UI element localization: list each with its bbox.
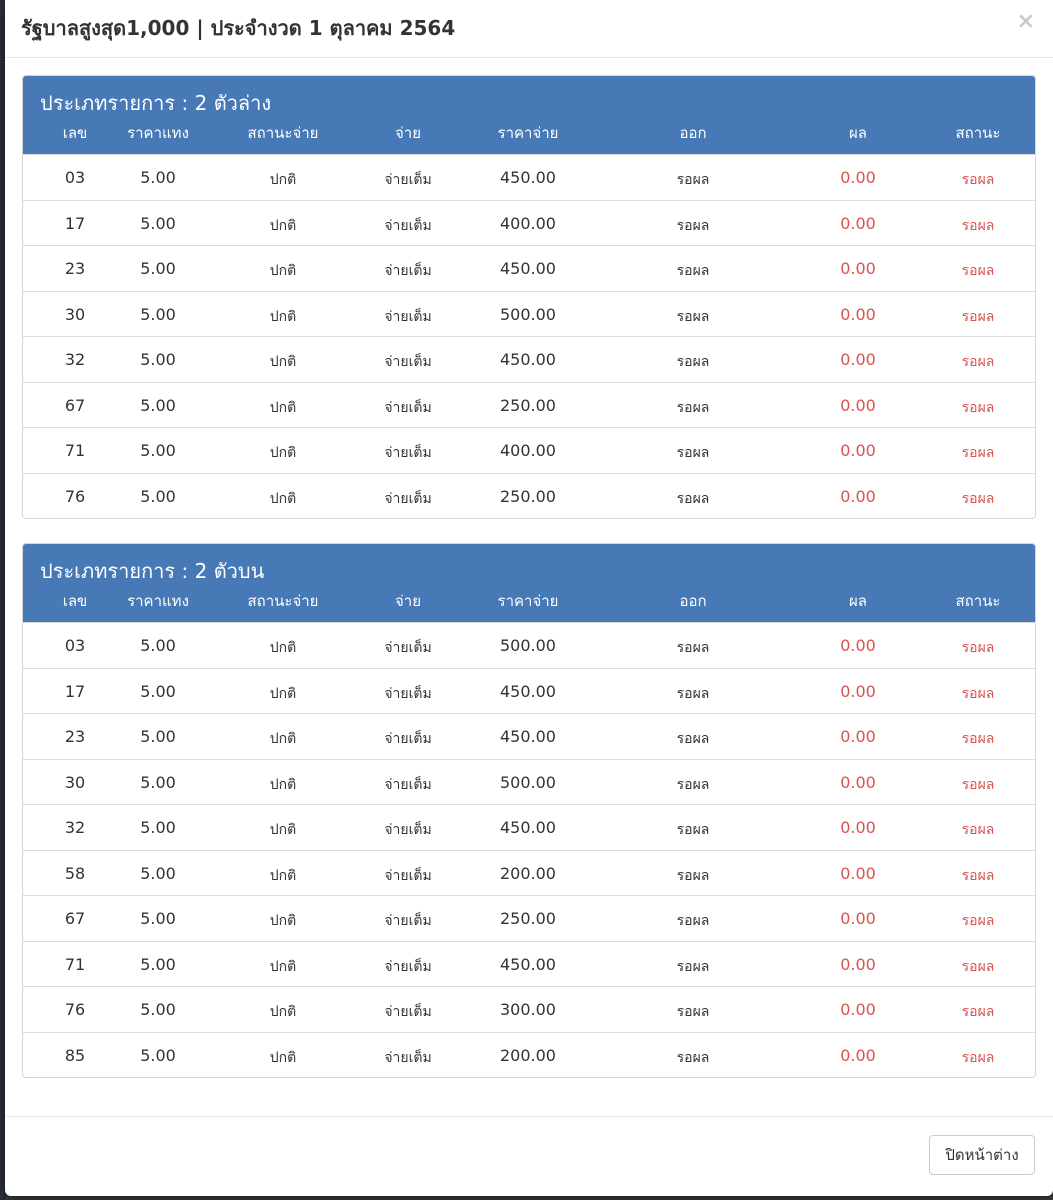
- cell-bet-amount: 5.00: [140, 304, 176, 324]
- column-header-pay-status: สถานะจ่าย: [247, 592, 319, 610]
- cell-draw-result: รอผล: [676, 172, 710, 188]
- close-icon[interactable]: ×: [1016, 9, 1035, 34]
- cell-pay-type: จ่ายเต็ม: [384, 354, 432, 370]
- table-row: [23, 941, 1035, 987]
- cell-lottery-number: 76: [64, 486, 86, 506]
- cell-pay-rate: 300.00: [500, 1000, 556, 1019]
- cell-bet-amount: 5.00: [140, 213, 176, 233]
- cell-pay-status: ปกติ: [269, 1004, 297, 1020]
- cell-pay-type: จ่ายเต็ม: [384, 822, 432, 838]
- column-header-pay-rate: ราคาจ่าย: [497, 124, 559, 142]
- cell-pay-status: ปกติ: [269, 685, 297, 702]
- cell-win-amount: 0.00: [840, 350, 876, 369]
- cell-win-amount: 0.00: [840, 1045, 876, 1065]
- cell-lottery-number: 30: [64, 304, 86, 324]
- cell-lottery-number: 32: [64, 350, 86, 369]
- cell-pay-rate: 200.00: [500, 1045, 556, 1065]
- column-header-pay-type: จ่าย: [394, 124, 421, 142]
- cell-pay-rate: 250.00: [500, 486, 556, 506]
- cell-draw-result: รอผล: [676, 867, 710, 884]
- cell-status: รอผล: [961, 822, 995, 838]
- panel-title: ประเภทรายการ : 2 ตัวล่าง: [40, 91, 272, 115]
- cell-lottery-number: 03: [64, 636, 86, 655]
- cell-bet-amount: 5.00: [140, 259, 176, 278]
- cell-pay-rate: 450.00: [500, 259, 556, 278]
- cell-pay-rate: 450.00: [500, 727, 556, 746]
- cell-pay-type: จ่ายเต็ม: [384, 308, 432, 325]
- cell-win-amount: 0.00: [840, 304, 876, 324]
- cell-bet-amount: 5.00: [140, 1045, 176, 1065]
- cell-win-amount: 0.00: [840, 168, 876, 187]
- cell-bet-amount: 5.00: [140, 350, 176, 369]
- cell-draw-result: รอผล: [676, 308, 710, 325]
- cell-status: รอผล: [961, 1004, 995, 1020]
- cell-bet-amount: 5.00: [140, 772, 176, 792]
- cell-pay-rate: 500.00: [500, 772, 556, 792]
- cell-pay-type: จ่ายเต็ม: [384, 263, 432, 279]
- cell-lottery-number: 23: [64, 727, 86, 746]
- column-header-pay-rate: ราคาจ่าย: [497, 592, 559, 610]
- modal-footer: [5, 1116, 1053, 1196]
- cell-pay-status: ปกติ: [269, 913, 297, 929]
- cell-bet-amount: 5.00: [140, 681, 176, 701]
- column-header-pay-type: จ่าย: [394, 592, 421, 610]
- cell-pay-rate: 450.00: [500, 954, 556, 974]
- cell-pay-status: ปกติ: [269, 867, 297, 884]
- cell-status: รอผล: [961, 913, 995, 929]
- column-header-bet-amount: ราคาแทง: [127, 124, 189, 142]
- cell-pay-type: จ่ายเต็ม: [384, 490, 432, 507]
- cell-draw-result: รอผล: [676, 776, 710, 793]
- cell-lottery-number: 23: [64, 259, 86, 278]
- cell-lottery-number: 03: [64, 168, 86, 187]
- cell-pay-status: ปกติ: [269, 217, 297, 234]
- table-row: [23, 986, 1035, 1032]
- cell-pay-status: ปกติ: [269, 172, 297, 188]
- cell-draw-result: รอผล: [676, 685, 710, 702]
- table-row: [23, 336, 1035, 382]
- cell-lottery-number: 67: [64, 395, 86, 415]
- cell-pay-status: ปกติ: [269, 490, 297, 507]
- cell-draw-result: รอผล: [676, 217, 710, 234]
- cell-lottery-number: 85: [64, 1045, 86, 1065]
- cell-lottery-number: 76: [64, 1000, 86, 1019]
- column-header-win-amount: ผล: [849, 124, 867, 142]
- cell-pay-status: ปกติ: [269, 958, 297, 975]
- cell-lottery-number: 17: [64, 213, 86, 233]
- bet-type-panel: [22, 543, 1036, 1078]
- column-header-pay-status: สถานะจ่าย: [247, 124, 319, 142]
- cell-bet-amount: 5.00: [140, 909, 176, 928]
- cell-pay-rate: 400.00: [500, 441, 556, 460]
- table-row: [23, 895, 1035, 941]
- cell-bet-amount: 5.00: [140, 954, 176, 974]
- cell-win-amount: 0.00: [840, 909, 876, 928]
- table-row: [23, 154, 1035, 200]
- cell-pay-type: จ่ายเต็ม: [384, 776, 432, 793]
- cell-pay-rate: 450.00: [500, 350, 556, 369]
- modal-title: รัฐบาลสูงสุด1,000 | ประจำงวด 1 ตุลาคม 2564: [21, 16, 456, 40]
- cell-pay-rate: 400.00: [500, 213, 556, 233]
- cell-pay-rate: 200.00: [500, 863, 556, 883]
- panel-heading: [23, 544, 1035, 622]
- cell-pay-status: ปกติ: [269, 399, 297, 416]
- cell-win-amount: 0.00: [840, 259, 876, 278]
- cell-draw-result: รอผล: [676, 958, 710, 975]
- cell-win-amount: 0.00: [840, 681, 876, 701]
- cell-pay-rate: 500.00: [500, 304, 556, 324]
- cell-status: รอผล: [961, 445, 995, 461]
- cell-win-amount: 0.00: [840, 1000, 876, 1019]
- cell-bet-amount: 5.00: [140, 636, 176, 655]
- cell-pay-type: จ่ายเต็ม: [384, 217, 432, 234]
- cell-pay-rate: 250.00: [500, 909, 556, 928]
- table-row: [23, 1032, 1035, 1078]
- cell-status: รอผล: [961, 172, 995, 188]
- cell-draw-result: รอผล: [676, 731, 710, 747]
- table-row: [23, 200, 1035, 246]
- table-row: [23, 291, 1035, 337]
- cell-draw-result: รอผล: [676, 354, 710, 370]
- cell-draw-result: รอผล: [676, 913, 710, 929]
- cell-status: รอผล: [961, 685, 995, 702]
- cell-draw-result: รอผล: [676, 1049, 710, 1066]
- ticket-detail-modal: [5, 0, 1053, 1196]
- cell-win-amount: 0.00: [840, 863, 876, 883]
- cell-lottery-number: 58: [64, 863, 86, 883]
- cell-status: รอผล: [961, 263, 995, 279]
- cell-status: รอผล: [961, 776, 995, 793]
- cell-win-amount: 0.00: [840, 727, 876, 746]
- cell-bet-amount: 5.00: [140, 863, 176, 883]
- cell-pay-type: จ่ายเต็ม: [384, 685, 432, 702]
- cell-lottery-number: 32: [64, 818, 86, 837]
- cell-pay-status: ปกติ: [269, 308, 297, 325]
- cell-pay-status: ปกติ: [269, 445, 297, 461]
- cell-win-amount: 0.00: [840, 954, 876, 974]
- cell-pay-status: ปกติ: [269, 263, 297, 279]
- cell-pay-rate: 450.00: [500, 818, 556, 837]
- cell-lottery-number: 67: [64, 909, 86, 928]
- cell-pay-status: ปกติ: [269, 822, 297, 838]
- cell-pay-status: ปกติ: [269, 640, 297, 656]
- cell-pay-rate: 450.00: [500, 168, 556, 187]
- modal-body: [5, 58, 1053, 1078]
- cell-pay-rate: 250.00: [500, 395, 556, 415]
- cell-pay-status: ปกติ: [269, 776, 297, 793]
- cell-lottery-number: 71: [64, 441, 86, 460]
- column-header-status: สถานะ: [955, 124, 1001, 142]
- cell-win-amount: 0.00: [840, 441, 876, 460]
- table-row: [23, 427, 1035, 473]
- cell-lottery-number: 17: [64, 681, 86, 701]
- table-row: [23, 713, 1035, 759]
- table-row: [23, 382, 1035, 428]
- cell-pay-type: จ่ายเต็ม: [384, 913, 432, 929]
- column-header-draw-result: ออก: [679, 592, 707, 610]
- cell-draw-result: รอผล: [676, 263, 710, 279]
- cell-status: รอผล: [961, 731, 995, 747]
- table-row: [23, 473, 1035, 519]
- modal-header: [5, 0, 1053, 58]
- cell-bet-amount: 5.00: [140, 818, 176, 837]
- cell-draw-result: รอผล: [676, 822, 710, 838]
- cell-win-amount: 0.00: [840, 395, 876, 415]
- column-header-draw-result: ออก: [679, 124, 707, 142]
- cell-pay-rate: 500.00: [500, 636, 556, 655]
- cell-status: รอผล: [961, 308, 995, 325]
- table-row: [23, 759, 1035, 805]
- cell-bet-amount: 5.00: [140, 1000, 176, 1019]
- table-row: [23, 668, 1035, 714]
- column-header-status: สถานะ: [955, 592, 1001, 610]
- panel-title: ประเภทรายการ : 2 ตัวบน: [40, 559, 265, 583]
- cell-win-amount: 0.00: [840, 772, 876, 792]
- cell-status: รอผล: [961, 1049, 995, 1066]
- column-header-lottery-number: เลข: [62, 592, 88, 610]
- bet-type-panel: [22, 75, 1036, 519]
- cell-status: รอผล: [961, 958, 995, 975]
- panel-heading: [23, 76, 1035, 154]
- cell-bet-amount: 5.00: [140, 168, 176, 187]
- cell-status: รอผล: [961, 399, 995, 416]
- column-header-lottery-number: เลข: [62, 124, 88, 142]
- cell-bet-amount: 5.00: [140, 395, 176, 415]
- cell-pay-type: จ่ายเต็ม: [384, 1049, 432, 1066]
- cell-status: รอผล: [961, 490, 995, 507]
- cell-status: รอผล: [961, 640, 995, 656]
- cell-pay-type: จ่ายเต็ม: [384, 731, 432, 747]
- cell-status: รอผล: [961, 217, 995, 234]
- cell-pay-type: จ่ายเต็ม: [384, 1004, 432, 1020]
- column-header-win-amount: ผล: [849, 592, 867, 610]
- cell-draw-result: รอผล: [676, 399, 710, 416]
- cell-draw-result: รอผล: [676, 640, 710, 656]
- cell-draw-result: รอผล: [676, 1004, 710, 1020]
- cell-win-amount: 0.00: [840, 213, 876, 233]
- column-header-bet-amount: ราคาแทง: [127, 592, 189, 610]
- cell-draw-result: รอผล: [676, 445, 710, 461]
- cell-win-amount: 0.00: [840, 486, 876, 506]
- cell-pay-type: จ่ายเต็ม: [384, 867, 432, 884]
- cell-pay-type: จ่ายเต็ม: [384, 172, 432, 188]
- cell-status: รอผล: [961, 867, 995, 884]
- cell-win-amount: 0.00: [840, 636, 876, 655]
- close-window-button[interactable]: ปิดหน้าต่าง: [929, 1135, 1035, 1175]
- table-row: [23, 804, 1035, 850]
- cell-pay-type: จ่ายเต็ม: [384, 958, 432, 975]
- table-row: [23, 622, 1035, 668]
- cell-pay-type: จ่ายเต็ม: [384, 640, 432, 656]
- cell-pay-rate: 450.00: [500, 681, 556, 701]
- cell-bet-amount: 5.00: [140, 727, 176, 746]
- table-row: [23, 245, 1035, 291]
- cell-pay-status: ปกติ: [269, 731, 297, 747]
- cell-draw-result: รอผล: [676, 490, 710, 507]
- cell-pay-status: ปกติ: [269, 1049, 297, 1066]
- cell-status: รอผล: [961, 354, 995, 370]
- cell-pay-status: ปกติ: [269, 354, 297, 370]
- cell-bet-amount: 5.00: [140, 486, 176, 506]
- cell-win-amount: 0.00: [840, 818, 876, 837]
- cell-pay-type: จ่ายเต็ม: [384, 445, 432, 461]
- cell-pay-type: จ่ายเต็ม: [384, 399, 432, 416]
- cell-lottery-number: 30: [64, 772, 86, 792]
- cell-bet-amount: 5.00: [140, 441, 176, 460]
- table-row: [23, 850, 1035, 896]
- cell-lottery-number: 71: [64, 954, 86, 974]
